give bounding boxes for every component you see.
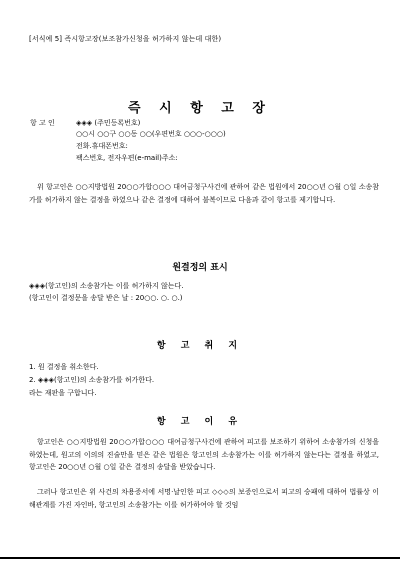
- appellant-address: ○○시 ○○구 ○○동 ○○(우편번호 ○○○-○○○): [76, 130, 226, 138]
- appellant-phone: 전화.휴대폰번호:: [76, 142, 128, 150]
- original-decision-line-2: (항고인이 결정문을 송달 받은 날 : 20○○. ○. ○.): [29, 294, 183, 302]
- form-title: [서식예 5] 즉시항고장(보조참가신청을 허가하지 않는데 대한): [29, 35, 222, 43]
- reasons-paragraph-1: 항고인은 ○○지방법원 20○○가합○○○ 대여금청구사건에 관하여 피고를 보조하기 위하여 소송참가의 신청을 하였는데, 원고의 이의의 진술만을 믿은 같은 법원은 항고인의 소송참가는 이를 허가하지 않는다는 결정을 하였고, 항고인은 20○○년 ○월 ○일 같은 결정의 송달을 받았습니다.: [29, 438, 379, 471]
- appeal-purpose-heading: 항 고 취 지: [156, 341, 244, 351]
- purpose-item-2: 2. ◈◈◈(항고인)의 소송참가를 허가한다.: [29, 376, 155, 384]
- appellant-fax-email: 팩스번호, 전자우편(e-mail)주소:: [76, 154, 178, 162]
- purpose-item-1: 1. 원 결정을 취소한다.: [29, 363, 99, 371]
- page-bottom-rule: [0, 557, 400, 559]
- reasons-paragraph-2: 그러나 항고인은 위 사건의 차용증서에 서명·날인한 피고 ◇◇◇의 보증인으로서 피고의 승패에 대하여 법률상 이해관계를 가진 자인바, 항고인의 소송참가는 이를 허가하여야 할 것임: [29, 488, 379, 509]
- intro-paragraph: 위 항고인은 ○○지방법원 20○○가합○○○ 대여금청구사건에 관하여 같은 법원에서 20○○년 ○월 ○일 소송참가를 허가하지 않는 결정을 하였으나 같은 결정에 대하여 불복이므로 다음과 같이 항고를 제기합니다.: [29, 183, 379, 204]
- purpose-closing: 라는 재판을 구합니다.: [29, 389, 97, 397]
- appeal-reasons-heading: 항 고 이 유: [156, 417, 244, 427]
- appellant-name: ◈◈◈ (주민등록번호): [76, 119, 141, 127]
- appellant-label: 항 고 인: [30, 119, 55, 127]
- document-title: 즉 시 항 고 장: [128, 101, 272, 116]
- original-decision-line-1: ◈◈◈(항고인)의 소송참가는 이를 허가하지 않는다.: [29, 282, 184, 290]
- original-decision-heading: 원결정의 표시: [172, 263, 228, 273]
